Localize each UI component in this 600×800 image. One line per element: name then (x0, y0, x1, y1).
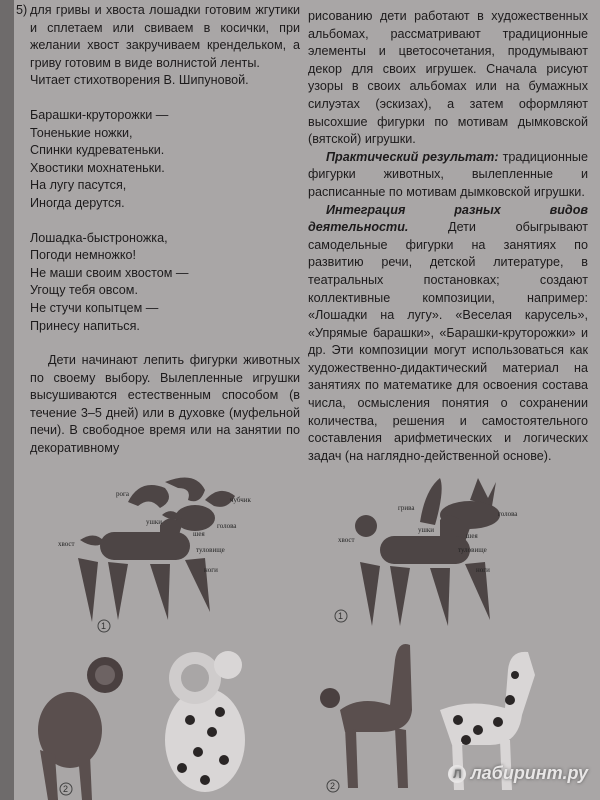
poem-line: Угощу тебя овсом. (30, 283, 138, 298)
clay-horse-photo (320, 644, 412, 792)
item-number: 5) (16, 3, 28, 17)
closing-paragraph: Дети начинают лепить фигурки животных по своему выбору. Вылепленные игрушки высушиваются естественным способом (в течение 3–5 дней) или в духовке (муфельной печи). В свободное время или на занятии по декоративному (30, 353, 300, 456)
decor-paragraph: рисованию дети работают в художественных альбомах, рассматривают традиционные элементы и цветосочетания, продумывают декор для своих игрушек. Сначала рисуют узоры в своих альбомах или на бумажных силуэтах (эскизах), а затем оформляют высохшие фигурки по мотивам дымковской (вятской) игрушки. (308, 9, 588, 147)
ram-leg (150, 564, 170, 620)
clay-ram-photo (38, 657, 123, 800)
poem-line: Принесу напиться. (30, 318, 140, 333)
horse-label-head: голова (498, 510, 518, 518)
horse-body (380, 536, 470, 564)
poem-line: Не стучи копытцем — (30, 300, 159, 315)
poem-line: Спинки кудреватеньки. (30, 143, 165, 158)
ram-leg (108, 562, 128, 620)
integration-text: Дети обыгрывают самодельные фигурки на занятиях по развитию речи, детской литературе, в театральных постановках; создают коллективные композиции, например: «Лошадки на лугу». «Веселая карусель», «Упрямые барашки», «Барашки-круторожки» и др. Эти композиции могут использоваться как художественно-дидактический материал на занятиях по математике для освоения состава числа, осмысления понятия о сохранении количества, решения и самостоятельного составления арифметических и логических задач (на наглядно-действенной основе). (308, 220, 589, 463)
poem-line: Лошадка-быстроножка, (30, 230, 168, 245)
ram-caption-1: 1 (101, 621, 107, 631)
poem-horse (30, 230, 300, 336)
poem-line: Тоненькие ножки, (30, 125, 133, 140)
labirint-watermark (448, 763, 588, 784)
horse-parts-diagram (335, 478, 518, 626)
horse-leg (360, 562, 380, 626)
horse-leg (390, 566, 410, 626)
result-heading: Практический результат: (326, 149, 499, 164)
ram-label-curl: чубчик (230, 496, 251, 504)
horse-label-legs: ноги (476, 566, 490, 574)
integration-paragraph (308, 202, 588, 466)
reads-line: Читает стихотворения В. Шипуновой. (30, 73, 249, 88)
ram-label-ears: ушки (146, 518, 163, 526)
poem-line: Погоди немножко! (30, 248, 136, 263)
horse-leg (430, 568, 450, 626)
horse-label-mane: грива (398, 504, 415, 512)
left-column (16, 2, 300, 458)
right-column (308, 8, 588, 465)
horse-label-neck: шея (466, 532, 478, 540)
poem-line: Хвостики мохнатеньки. (30, 160, 165, 175)
poem-line: Иногда дерутся. (30, 195, 125, 210)
ram-horn-left (128, 485, 169, 508)
integration-heading: Интеграция разных видов деятельности. (308, 202, 588, 235)
poem-line: Барашки-круторожки — (30, 107, 169, 122)
intro-paragraph: для гривы и хвоста лошадки готовим жгутики и сплетаем или свиваем в косички, при желании хвост закручиваем крендельком, а гриву готовим в виде волнистой ленты. (30, 3, 300, 70)
ram-caption-2: 2 (63, 784, 69, 794)
horse-label-ears: ушки (418, 526, 435, 534)
horse-caption-2: 2 (330, 781, 336, 791)
ram-body (100, 532, 190, 560)
figures-illustration (0, 470, 600, 800)
ram-label-tail: хвост (58, 540, 75, 548)
ram-label-body: туловище (196, 546, 225, 554)
painted-ram-photo (165, 651, 245, 792)
ram-parts-diagram (58, 478, 251, 633)
horse-caption-1: 1 (338, 611, 344, 621)
result-paragraph (308, 149, 588, 202)
labirint-logo-icon: Л (448, 765, 466, 783)
ram-leg (78, 558, 98, 622)
horse-label-body: туловище (458, 546, 487, 554)
ram-label-horns: рога (116, 490, 129, 498)
horse-mane (420, 478, 442, 525)
ram-label-head: голова (217, 522, 237, 530)
result-text: традиционные фигурки животных, вылепленные и расписанные по мотивам дымковской игрушки. (308, 149, 588, 199)
ram-label-legs: ноги (204, 566, 218, 574)
ram-horn-right (165, 478, 205, 502)
poem-line: Не маши своим хвостом — (30, 265, 189, 280)
watermark-text: лабиринт.ру (470, 763, 588, 783)
poem-line: На лугу пасутся, (30, 178, 127, 193)
ram-label-neck: шея (193, 530, 205, 538)
horse-tail-curl (355, 515, 377, 537)
poem-rams (30, 107, 300, 213)
horse-label-tail: хвост (338, 536, 355, 544)
